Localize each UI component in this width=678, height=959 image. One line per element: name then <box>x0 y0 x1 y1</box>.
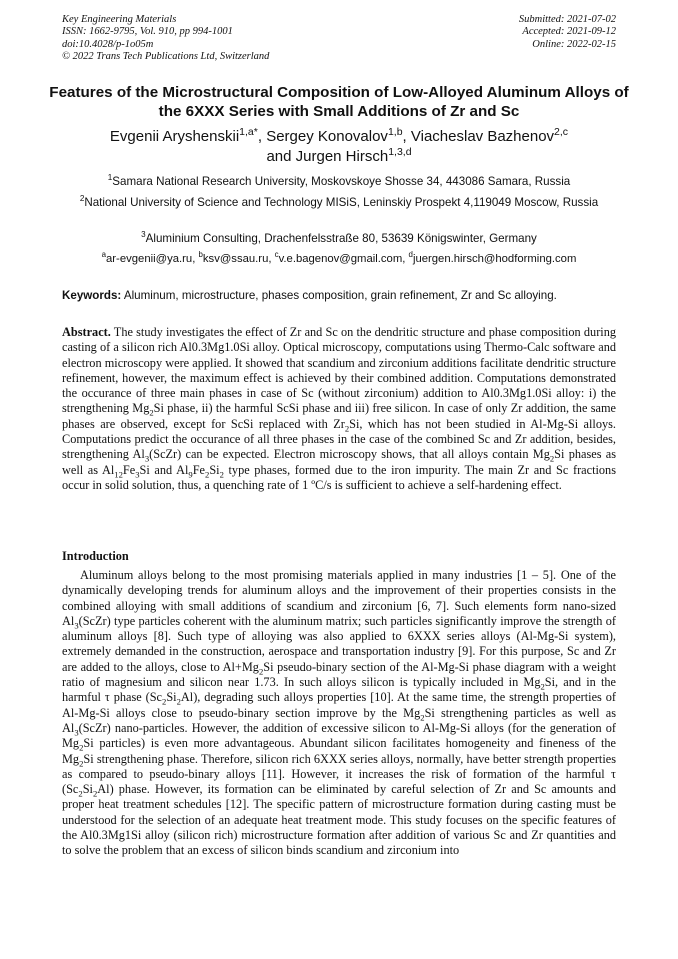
text-run: (ScZr) type particles coherent with the aluminum matrix; such particles significantly improve the strength of aluminum alloys [8]. Such type of alloying was also applied to 6XXX series alloys (Al-Mg-Si system), extremely demanded in the construction, aerospace and transportation industry [9]. For this purpose, Sc and Zr are added to the alloys, close to Al+Mg <box>62 613 616 674</box>
text-run: Al), degrading such alloys properties [10]. At the same time, the strength properties of Al-Mg-Si alloys close to pseudo-binary section improve by the Mg <box>62 690 616 720</box>
affiliation-sup: 3 <box>141 230 146 240</box>
subscript: 3 <box>135 469 140 480</box>
subscript: 2 <box>540 681 545 692</box>
article-doi: doi:10.4028/p-1o05m <box>62 38 154 50</box>
text-run: Fe <box>122 462 136 477</box>
author-name: Sergey Konovalov <box>266 128 388 145</box>
subscript: 2 <box>549 453 555 464</box>
abstract-label: Abstract. <box>62 325 111 339</box>
affiliation <box>60 231 618 247</box>
author-joiner: , <box>257 128 267 145</box>
copyright-line: © 2022 Trans Tech Publications Ltd, Switzerland <box>62 50 270 62</box>
email-list <box>60 252 618 268</box>
email-link[interactable]: ksv@ssau.ru, <box>202 253 275 265</box>
text-run: The study investigates the effect of Zr and Sc on the dendritic structure and phase composition during casting of a silicon rich Al0.3Mg1.0Si alloy. Optical microscopy, computations using Thermo-Calc software and electron microscopy were applied. It showed that scandium and zirconium additions facilitate dendritic structure refinement, however, the maximum effect is achieved by their combined addition. Computations demonstrated the occurance of three main phases in case of Sc (without zirconium) addition to Al0.3Mg1.0Si alloy: i) the strengthening Mg <box>62 325 616 416</box>
dates-header <box>519 14 616 51</box>
subscript: 3 <box>74 620 79 631</box>
affiliation <box>60 195 618 211</box>
affiliation-sup: 1 <box>107 173 113 183</box>
author-name: Viacheslav Bazhenov <box>410 128 555 145</box>
text-run: Si strengthening particles as well as Al <box>62 705 617 735</box>
subscript: 2 <box>420 712 425 723</box>
subscript: 2 <box>258 666 264 677</box>
keywords-text: Aluminum, microstructure, phases composition, grain refinement, Zr and Sc alloying. <box>121 289 557 302</box>
author-joiner: , <box>402 128 411 145</box>
subscript: 2 <box>344 423 350 434</box>
keywords-label: Keywords: <box>62 289 122 302</box>
subscript: 2 <box>79 742 84 753</box>
text-run: Si <box>82 782 93 797</box>
abstract-body <box>62 325 616 492</box>
text-run: Si <box>166 690 177 705</box>
affiliation-text: National University of Science and Technology MISiS, Leninskiy Prospekt 4,119049 Moscow, Russia <box>84 196 599 209</box>
subscript: 2 <box>205 469 210 480</box>
text-run: Fe <box>192 462 205 477</box>
text-run: Si, and in the harmful τ phase (Sc <box>62 675 616 705</box>
email-link[interactable]: juergen.hirsch@hodforming.com <box>412 253 577 265</box>
subscript: 2 <box>149 407 154 418</box>
journal-header <box>62 14 269 63</box>
author-joiner: and <box>266 148 296 165</box>
subscript: 2 <box>78 788 83 799</box>
submitted-date: Submitted: 2021-07-02 <box>518 14 616 25</box>
author-list <box>40 127 638 167</box>
affiliation <box>60 174 618 190</box>
subscript: 2 <box>79 758 84 769</box>
email-sup: d <box>408 250 413 260</box>
subscript: 2 <box>162 696 167 707</box>
subscript: 3 <box>144 453 150 464</box>
introduction-paragraph <box>62 568 616 859</box>
affiliation-text: Samara National Research University, Moskovskoye Shosse 34, 443086 Samara, Russia <box>112 175 571 188</box>
email-sup: a <box>101 250 107 260</box>
subscript: 2 <box>176 696 181 707</box>
subscript: 9 <box>188 469 193 480</box>
journal-issn: ISSN: 1662-9795, Vol. 910, pp 994-1001 <box>62 26 233 38</box>
keywords-line <box>62 288 618 303</box>
text-run: Si <box>209 462 220 477</box>
email-link[interactable]: ar-evgenii@ya.ru, <box>106 253 199 265</box>
text-run: Si and Al <box>139 462 189 477</box>
author-affil-sup: 2,c <box>554 126 569 138</box>
online-date: Online: 2022-02-15 <box>532 38 616 50</box>
text-run: Al) phase. However, its formation can be eliminated by careful selection of Zr and Sc amounts and proper heat treatment schedules [12]. The specific pattern of microstructure formation during casting must be understood for the selection of an adequate heat treatment mode. This study focuses on the specific features of the Al0.3Mg1Si alloy (silicon rich) microstructure formation after addition of various Sc and Zr quantities and to solve the problem that an excess of silicon binds scandium and zirconium into <box>62 782 616 858</box>
text-run: (ScZr) nano-particles. However, the addition of excessive silicon to Al-Mg-Si alloys (for the generation of Mg <box>62 720 616 751</box>
text-run: Aluminum alloys belong to the most promising materials applied in many industries [1 – 5]. One of the dynamically developing trends for aluminum alloys and the improvement of their properties consists in the combined alloying with small additions of scandium and zirconium [6, 7]. Such elements form nano-sized Al <box>62 568 616 628</box>
text-run: Si, which has not been studied in Al-Mg-Si alloys. Computations predict the occurance of all three phases in the case of the combined Sc and Zr addition, besides, strengthening Al <box>62 416 616 462</box>
text-run: (ScZr) can be expected. Electron microscopy shows, that all alloys contain Mg <box>149 447 550 462</box>
subscript: 2 <box>92 788 98 799</box>
text-run: Si pseudo-binary section of the Al-Mg-Si phase diagram with a weight ratio of magnesium and silicon near 1.73. In such alloys silicon is typically included in Mg <box>62 659 616 690</box>
text-run: Si phase, ii) the harmful ScSi phase and iii) free silicon. In case of only Zr addition, the same phases are observed, except for ScSi replaced with Zr <box>62 401 616 431</box>
accepted-date: Accepted: 2021-09-12 <box>522 26 616 38</box>
email-link[interactable]: v.e.bagenov@gmail.com, <box>278 253 409 265</box>
affiliation-sup: 2 <box>79 194 85 204</box>
journal-name: Key Engineering Materials <box>62 14 177 25</box>
subscript: 3 <box>74 727 79 738</box>
paper-title: Features of the Microstructural Composition of Low-Alloyed Aluminum Alloys of the 6XXX Series with Small Additions of Zr and Sc <box>49 84 629 120</box>
author-affil-sup: 1,b <box>387 126 403 138</box>
text-run: Si particles) is even more advantageous. Abundant silicon facilitates homogeneity and fineness of the Mg <box>62 736 616 766</box>
affiliation-text: Aluminium Consulting, Drachenfelsstraße 80, 53639 Königswinter, Germany <box>145 232 537 245</box>
subscript: 12 <box>114 469 123 480</box>
subscript: 2 <box>219 469 224 480</box>
author-affil-sup: 1,a* <box>239 126 258 138</box>
text-run: Si strengthening phase. Therefore, silicon rich 6XXX series alloys, normally, have better strength properties as compared to pseudo-binary alloys [11]. However, it increases the risk of formation of the harmful τ (Sc <box>62 751 616 797</box>
text-run: Si phases as well as Al <box>62 447 616 477</box>
author-affil-sup: 1,3,d <box>388 146 412 158</box>
author-name: Jurgen Hirsch <box>295 148 389 165</box>
section-heading-introduction: Introduction <box>62 549 129 563</box>
text-run: type phases, formed due to the iron impurity. The main Zr and Sc fractions occur in solid solution, thus, a quenching rate of 1 ºC/s is sufficient to achieve a self-hardening effect. <box>62 462 616 492</box>
author-name: Evgenii Aryshenskii <box>109 128 240 145</box>
email-sup: c <box>274 250 279 260</box>
email-sup: b <box>198 250 203 260</box>
abstract-paragraph <box>62 325 616 493</box>
